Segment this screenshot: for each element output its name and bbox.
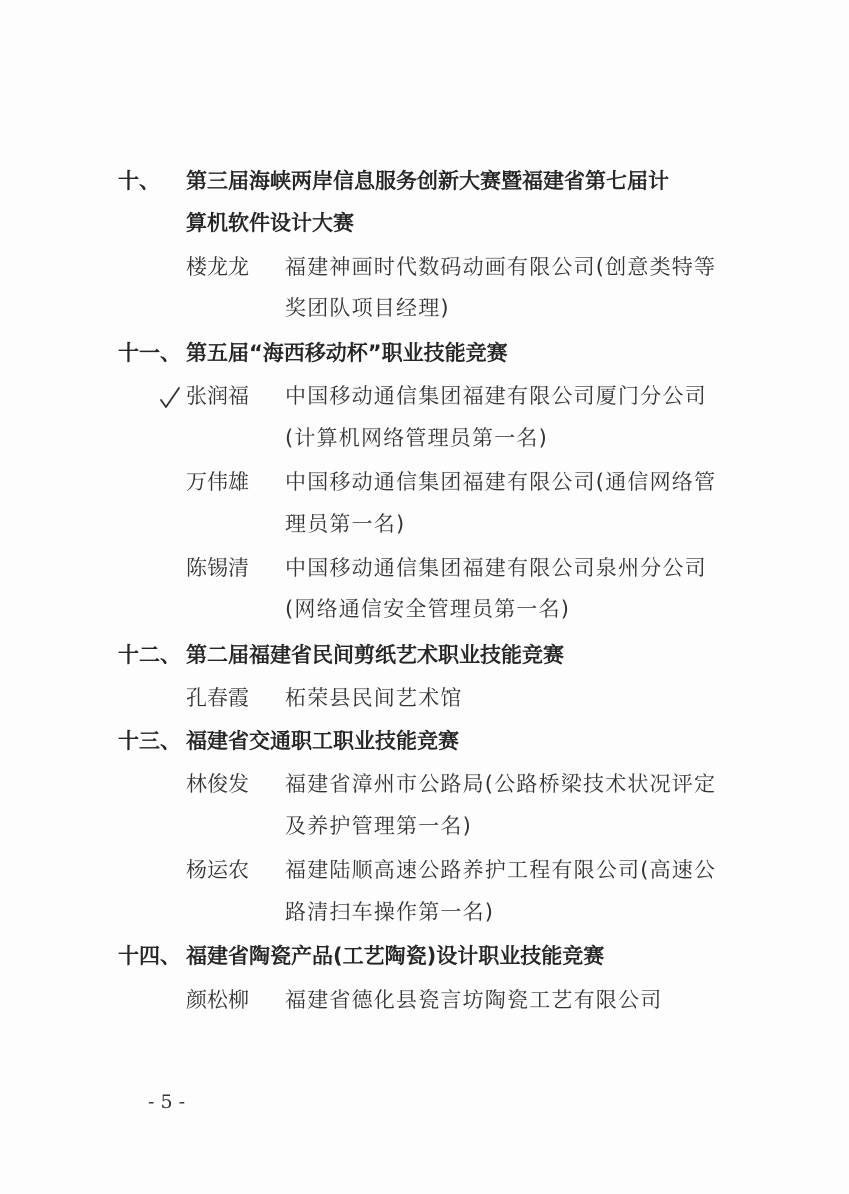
entry-org-line-2: (网络通信安全管理员第一名) xyxy=(285,597,571,621)
section-12-number: 十二、 xyxy=(118,643,181,667)
section-10-number: 十、 xyxy=(118,169,160,193)
entry-org-line-1: 柘荣县民间艺术馆 xyxy=(285,686,463,710)
entry-org-line-2: (计算机网络管理员第一名) xyxy=(285,426,548,450)
entry-org-line-1: 福建陆顺高速公路养护工程有限公司(高速公 xyxy=(285,858,717,882)
entry-name: 张润福 xyxy=(186,384,249,408)
entry-name: 陈锡清 xyxy=(186,556,249,580)
entry-org-line-1: 福建神画时代数码动画有限公司(创意类特等 xyxy=(285,255,717,279)
entry-name: 林俊发 xyxy=(186,772,249,796)
section-13-title: 福建省交通职工职业技能竞赛 xyxy=(186,729,459,753)
entry-org-line-1: 福建省德化县瓷言坊陶瓷工艺有限公司 xyxy=(285,988,663,1012)
entry-name: 楼龙龙 xyxy=(186,255,249,279)
section-10-title-line-1: 第三届海峡两岸信息服务创新大赛暨福建省第七届计 xyxy=(186,169,669,193)
checkmark-icon xyxy=(160,386,180,410)
entry-name: 孔春霞 xyxy=(186,686,249,710)
entry-org-line-1: 中国移动通信集团福建有限公司泉州分公司 xyxy=(285,556,707,580)
section-14-number: 十四、 xyxy=(118,944,181,968)
section-12-title: 第二届福建省民间剪纸艺术职业技能竞赛 xyxy=(186,643,564,667)
page-number: - 5 - xyxy=(148,1091,186,1113)
entry-org-line-2: 理员第一名) xyxy=(285,512,406,536)
section-10-title-line-2: 算机软件设计大赛 xyxy=(186,211,354,235)
entry-org-line-1: 中国移动通信集团福建有限公司厦门分公司 xyxy=(285,384,707,408)
section-13-number: 十三、 xyxy=(118,729,181,753)
entry-name: 万伟雄 xyxy=(186,470,249,494)
entry-org-line-2: 路清扫车操作第一名) xyxy=(285,900,495,924)
entry-org-line-2: 奖团队项目经理) xyxy=(285,296,450,320)
entry-org-line-2: 及养护管理第一名) xyxy=(285,814,472,838)
section-11-title: 第五届“海西移动杯”职业技能竞赛 xyxy=(186,341,508,365)
entry-name: 颜松柳 xyxy=(186,988,249,1012)
section-11-number: 十一、 xyxy=(118,341,181,365)
entry-org-line-1: 中国移动通信集团福建有限公司(通信网络管 xyxy=(285,470,717,494)
entry-org-line-1: 福建省漳州市公路局(公路桥梁技术状况评定 xyxy=(285,772,717,796)
section-14-title: 福建省陶瓷产品(工艺陶瓷)设计职业技能竞赛 xyxy=(186,944,605,968)
entry-name: 杨运农 xyxy=(186,858,249,882)
